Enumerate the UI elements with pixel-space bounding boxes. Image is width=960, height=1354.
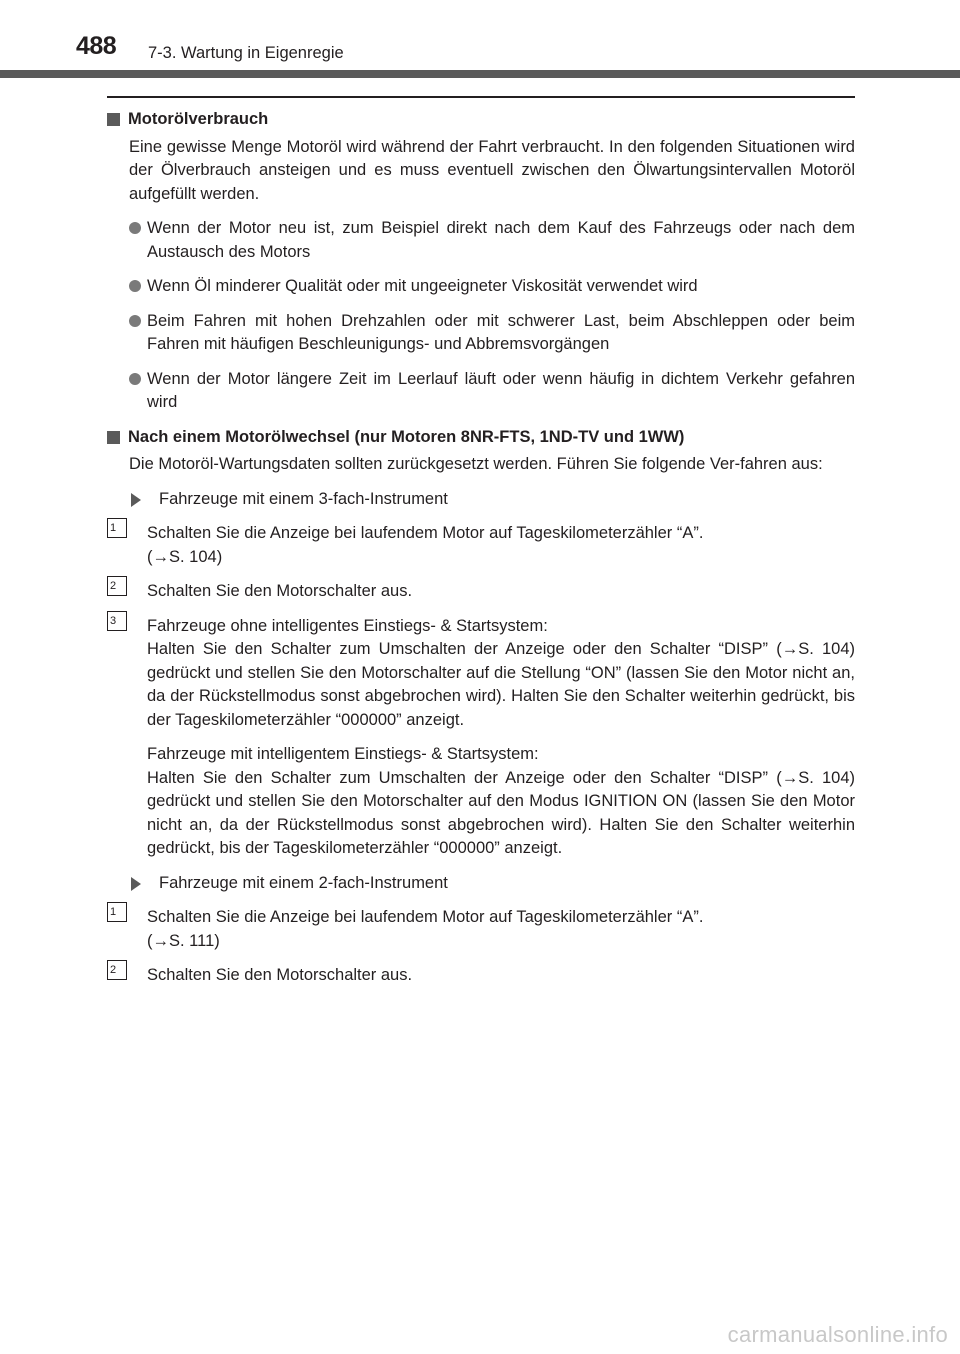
section-heading bbox=[107, 426, 855, 450]
list-item-text: Wenn der Motor längere Zeit im Leerlauf läuft oder wenn häufig in dichtem Verkehr gefahren wird bbox=[147, 369, 855, 411]
step-lead: Fahrzeuge mit intelligentem Einstiegs- & Startsystem: bbox=[147, 745, 539, 763]
page-reference: (→S. 111) bbox=[147, 931, 220, 950]
step-text: Schalten Sie den Motorschalter aus. bbox=[147, 582, 413, 600]
list-item-text: Beim Fahren mit hohen Drehzahlen oder mit schwerer Last, beim Abschleppen oder beim Fahren mit häufigen Beschleunigungs- und Abbremsvorgängen bbox=[147, 311, 855, 353]
procedure-title-text: Fahrzeuge mit einem 2-fach-Instrument bbox=[159, 873, 448, 892]
procedure-title bbox=[129, 872, 855, 896]
page-content bbox=[107, 108, 855, 999]
list-item bbox=[129, 275, 855, 299]
content-rule bbox=[107, 96, 855, 98]
square-bullet-icon bbox=[107, 113, 120, 126]
round-bullet-icon bbox=[129, 222, 141, 234]
step-text: Schalten Sie die Anzeige bei laufendem Motor auf Tageskilometerzähler “A”. bbox=[147, 908, 704, 926]
step bbox=[110, 522, 855, 569]
list-item bbox=[129, 368, 855, 415]
step-number-badge: 2 bbox=[107, 576, 127, 596]
list-item-text: Wenn Öl minderer Qualität oder mit ungeeigneter Viskosität verwendet wird bbox=[147, 277, 698, 295]
page-number: 488 bbox=[76, 32, 117, 60]
step-text: Schalten Sie die Anzeige bei laufendem Motor auf Tageskilometerzähler “A”. bbox=[147, 524, 704, 542]
step bbox=[110, 906, 855, 953]
list-item bbox=[129, 217, 855, 264]
procedure-title-text: Fahrzeuge mit einem 3-fach-Instrument bbox=[159, 489, 448, 508]
section-heading bbox=[107, 108, 855, 132]
round-bullet-icon bbox=[129, 280, 141, 292]
watermark: carmanualsonline.info bbox=[727, 1322, 948, 1347]
round-bullet-icon bbox=[129, 315, 141, 327]
procedure-title bbox=[129, 488, 855, 512]
section-title: 7-3. Wartung in Eigenregie bbox=[148, 44, 344, 62]
step-continuation bbox=[147, 743, 855, 861]
arrow-right-icon bbox=[131, 877, 151, 891]
step-number-badge: 1 bbox=[107, 902, 127, 922]
step-text: Schalten Sie den Motorschalter aus. bbox=[147, 966, 413, 984]
step-number-badge: 2 bbox=[107, 960, 127, 980]
step-text: Halten Sie den Schalter zum Umschalten der Anzeige oder den Schalter “DISP” (→S. 104) gedrückt und stellen Sie den Motorschalter auf den Modus IGNITION ON (lassen Sie den Motor nicht an, da der Rückstellmodus sonst abgebrochen wird). Halten Sie den Schalter weiterhin gedrückt, bis der Tageskilometerzähler “000000” anzeigt. bbox=[147, 768, 855, 857]
list-item bbox=[129, 310, 855, 357]
paragraph: Eine gewisse Menge Motoröl wird während der Fahrt verbraucht. In den folgenden Situationen wird der Ölverbrauch ansteigen und es muss eventuell zwischen den Ölwartungsintervallen Motoröl aufgefüllt werden. bbox=[129, 137, 855, 203]
step-number-badge: 3 bbox=[107, 611, 127, 631]
list-item-text: Wenn der Motor neu ist, zum Beispiel direkt nach dem Kauf des Fahrzeugs oder nach dem Austausch des Motors bbox=[147, 219, 855, 261]
header-rule bbox=[0, 70, 960, 78]
heading-text: Motorölverbrauch bbox=[128, 110, 269, 128]
page-header bbox=[0, 0, 960, 80]
heading-text: Nach einem Motorölwechsel (nur Motoren 8NR-FTS, 1ND-TV und 1WW) bbox=[128, 427, 685, 446]
square-bullet-icon bbox=[107, 431, 120, 444]
paragraph: Die Motoröl-Wartungsdaten sollten zurückgesetzt werden. Führen Sie folgende Ver-fahren aus: bbox=[129, 455, 823, 473]
step bbox=[110, 964, 855, 988]
step bbox=[110, 614, 855, 733]
step bbox=[110, 580, 855, 604]
step-text: Halten Sie den Schalter zum Umschalten der Anzeige oder den Schalter “DISP” (→S. 104) gedrückt und stellen Sie den Motorschalter auf die Stellung “ON” (lassen Sie den Motor nicht an, da der Rückstellmodus sonst abgebrochen wird). Halten Sie den Schalter weiterhin gedrückt, bis der Tageskilometerzähler “000000” anzeigt. bbox=[147, 640, 855, 729]
arrow-right-icon bbox=[131, 493, 151, 507]
step-lead: Fahrzeuge ohne intelligentes Einstiegs- & Startsystem: bbox=[147, 616, 548, 635]
step-number-badge: 1 bbox=[107, 518, 127, 538]
page-reference: (→S. 104) bbox=[147, 547, 223, 566]
round-bullet-icon bbox=[129, 373, 141, 385]
